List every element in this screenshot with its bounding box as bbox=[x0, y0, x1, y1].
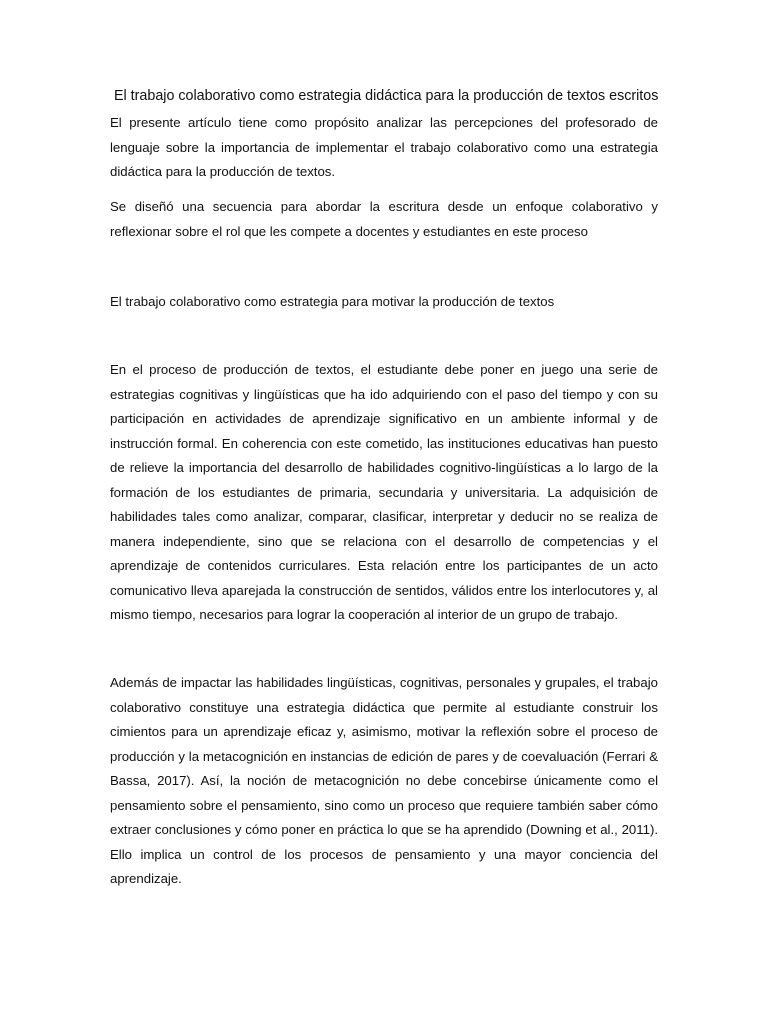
section-heading: El trabajo colaborativo como estrategia para motivar la producción de textos bbox=[110, 294, 555, 309]
body-paragraph-1: En el proceso de producción de textos, el estudiante debe poner en juego una serie de estrategias cognitivas y lingüísticas que ha ido adquiriendo con el paso del tiempo y con su participación en actividades de aprendizaje significativo en un ambiente informal y de instrucción formal. En coherencia con este cometido, las instituciones educativas han puesto de relieve la importancia del desarrollo de habilidades cognitivo-lingüísticas a lo largo de la formación de los estudiantes de primaria, secundaria y universitaria. La adquisición de habilidades tales como analizar, comparar, clasificar, interpretar y deducir no se realiza de manera independiente, sino que se relaciona con el desarrollo de competencias y el aprendizaje de contenidos curriculares. Esta relación entre los participantes de un acto comunicativo lleva aparejada la construcción de sentidos, válidos entre los interlocutores y, al mismo tiempo, necesarios para lograr la cooperación al interior de un grupo de trabajo. bbox=[110, 362, 658, 622]
body-paragraph-2: Además de impactar las habilidades lingüísticas, cognitivas, personales y grupales, el trabajo colaborativo constituye una estrategia didáctica que permite al estudiante construir los cimientos para un aprendizaje eficaz y, asimismo, motivar la reflexión sobre el proceso de producción y la metacognición en instancias de edición de pares y de coevaluación (Ferrari & Bassa, 2017). Así, la noción de metacognición no debe concebirse únicamente como el pensamiento sobre el pensamiento, sino como un proceso que requiere también saber cómo extraer conclusiones y cómo poner en práctica lo que se ha aprendido (Downing et al., 2011). Ello implica un control de los procesos de pensamiento y una mayor conciencia del aprendizaje. bbox=[110, 675, 658, 886]
intro-paragraph: El presente artículo tiene como propósito analizar las percepciones del profesorado de lenguaje sobre la importancia de implementar el trabajo colaborativo como una estrategia didáctica para la producción de textos. bbox=[110, 115, 658, 179]
document-title: El trabajo colaborativo como estrategia didáctica para la producción de textos escritos bbox=[114, 88, 659, 104]
method-paragraph: Se diseñó una secuencia para abordar la escritura desde un enfoque colaborativo y reflexionar sobre el rol que les compete a docentes y estudiantes en este proceso bbox=[110, 199, 658, 239]
